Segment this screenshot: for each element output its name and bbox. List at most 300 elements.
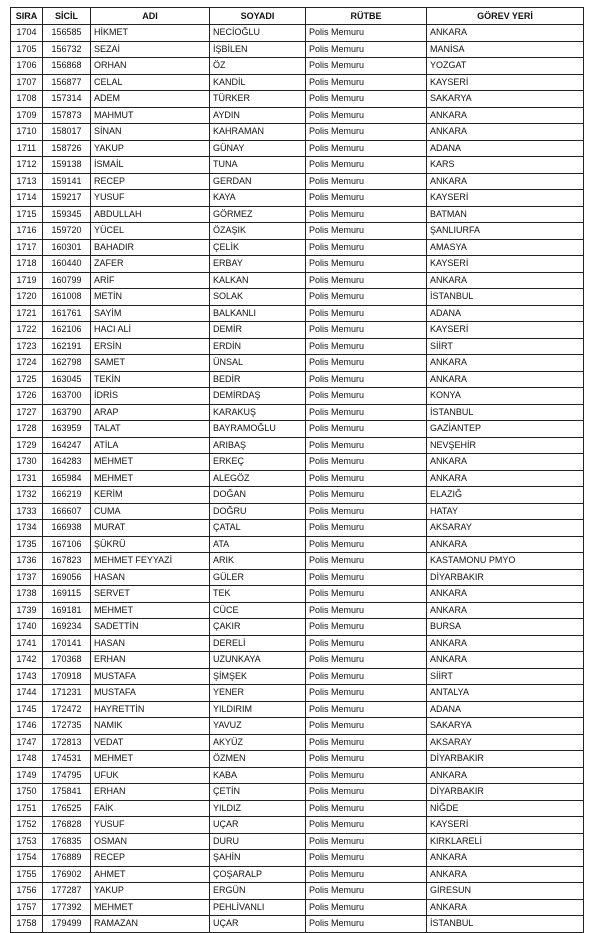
cell-sicil: 170141: [43, 635, 91, 652]
cell-sira: 1735: [11, 536, 43, 553]
cell-rutbe: Polis Memuru: [306, 305, 427, 322]
cell-gorev-yeri: AMASYA: [427, 239, 584, 256]
cell-sicil: 162106: [43, 322, 91, 339]
cell-sira: 1714: [11, 190, 43, 207]
cell-sicil: 176828: [43, 817, 91, 834]
cell-sicil: 162798: [43, 355, 91, 372]
cell-sicil: 169181: [43, 602, 91, 619]
cell-sira: 1741: [11, 635, 43, 652]
cell-gorev-yeri: BURSA: [427, 619, 584, 636]
cell-sira: 1719: [11, 272, 43, 289]
cell-sicil: 161761: [43, 305, 91, 322]
cell-rutbe: Polis Memuru: [306, 206, 427, 223]
cell-adi: VEDAT: [91, 734, 210, 751]
cell-sira: 1725: [11, 371, 43, 388]
cell-soyadi: ÇAKIR: [210, 619, 306, 636]
cell-sira: 1713: [11, 173, 43, 190]
table-row: [11, 289, 584, 306]
table-row: [11, 355, 584, 372]
cell-soyadi: BAYRAMOĞLU: [210, 421, 306, 438]
cell-sicil: 160301: [43, 239, 91, 256]
cell-adi: ARİF: [91, 272, 210, 289]
table-row: [11, 800, 584, 817]
cell-rutbe: Polis Memuru: [306, 404, 427, 421]
cell-soyadi: ÖZMEN: [210, 751, 306, 768]
cell-rutbe: Polis Memuru: [306, 503, 427, 520]
cell-rutbe: Polis Memuru: [306, 355, 427, 372]
cell-sira: 1716: [11, 223, 43, 240]
cell-soyadi: DEMİRDAŞ: [210, 388, 306, 405]
cell-sicil: 157873: [43, 107, 91, 124]
cell-rutbe: Polis Memuru: [306, 718, 427, 735]
header-gorev-yeri: GÖREV YERİ: [427, 8, 584, 25]
cell-sicil: 167823: [43, 553, 91, 570]
cell-sira: 1744: [11, 685, 43, 702]
cell-soyadi: UÇAR: [210, 916, 306, 933]
cell-adi: ORHAN: [91, 58, 210, 75]
table-row: [11, 437, 584, 454]
cell-gorev-yeri: AKSARAY: [427, 520, 584, 537]
table-row: [11, 487, 584, 504]
cell-rutbe: Polis Memuru: [306, 239, 427, 256]
table-row: [11, 553, 584, 570]
cell-sicil: 174531: [43, 751, 91, 768]
cell-adi: RECEP: [91, 173, 210, 190]
cell-adi: HİKMET: [91, 25, 210, 42]
cell-adi: MEHMET: [91, 454, 210, 471]
cell-soyadi: SOLAK: [210, 289, 306, 306]
cell-sira: 1704: [11, 25, 43, 42]
cell-gorev-yeri: KAYSERİ: [427, 322, 584, 339]
cell-sira: 1733: [11, 503, 43, 520]
cell-gorev-yeri: BATMAN: [427, 206, 584, 223]
cell-rutbe: Polis Memuru: [306, 685, 427, 702]
cell-soyadi: ÇATAL: [210, 520, 306, 537]
cell-soyadi: TÜRKER: [210, 91, 306, 108]
cell-gorev-yeri: NEVŞEHİR: [427, 437, 584, 454]
cell-sicil: 172735: [43, 718, 91, 735]
cell-soyadi: KABA: [210, 767, 306, 784]
table-row: [11, 586, 584, 603]
cell-gorev-yeri: KASTAMONU PMYO: [427, 553, 584, 570]
cell-sira: 1754: [11, 850, 43, 867]
cell-soyadi: TEK: [210, 586, 306, 603]
cell-soyadi: CÜCE: [210, 602, 306, 619]
cell-sicil: 176525: [43, 800, 91, 817]
table-row: [11, 404, 584, 421]
cell-gorev-yeri: İSTANBUL: [427, 916, 584, 933]
table-row: [11, 701, 584, 718]
cell-rutbe: Polis Memuru: [306, 454, 427, 471]
cell-adi: CELAL: [91, 74, 210, 91]
personnel-table: [10, 7, 584, 933]
cell-rutbe: Polis Memuru: [306, 25, 427, 42]
cell-adi: HACI ALİ: [91, 322, 210, 339]
cell-adi: MUSTAFA: [91, 685, 210, 702]
cell-soyadi: UZUNKAYA: [210, 652, 306, 669]
table-row: [11, 883, 584, 900]
table-row: [11, 388, 584, 405]
table-row: [11, 272, 584, 289]
cell-sira: 1722: [11, 322, 43, 339]
table-row: [11, 124, 584, 141]
cell-sira: 1726: [11, 388, 43, 405]
cell-gorev-yeri: ANKARA: [427, 371, 584, 388]
cell-sicil: 169234: [43, 619, 91, 636]
cell-soyadi: YAVUZ: [210, 718, 306, 735]
cell-gorev-yeri: ANKARA: [427, 124, 584, 141]
cell-sicil: 159141: [43, 173, 91, 190]
cell-adi: SERVET: [91, 586, 210, 603]
cell-soyadi: ERBAY: [210, 256, 306, 273]
cell-sicil: 158726: [43, 140, 91, 157]
table-row: [11, 470, 584, 487]
table-row: [11, 652, 584, 669]
cell-sira: 1717: [11, 239, 43, 256]
header-sicil: SİCİL: [43, 8, 91, 25]
cell-soyadi: ERKEÇ: [210, 454, 306, 471]
cell-soyadi: KANDİL: [210, 74, 306, 91]
cell-sira: 1724: [11, 355, 43, 372]
cell-rutbe: Polis Memuru: [306, 701, 427, 718]
cell-gorev-yeri: KAYSERİ: [427, 817, 584, 834]
cell-rutbe: Polis Memuru: [306, 58, 427, 75]
cell-sira: 1748: [11, 751, 43, 768]
cell-gorev-yeri: KONYA: [427, 388, 584, 405]
table-row: [11, 536, 584, 553]
cell-rutbe: Polis Memuru: [306, 866, 427, 883]
cell-rutbe: Polis Memuru: [306, 800, 427, 817]
cell-rutbe: Polis Memuru: [306, 371, 427, 388]
cell-gorev-yeri: ANKARA: [427, 866, 584, 883]
cell-gorev-yeri: HATAY: [427, 503, 584, 520]
cell-soyadi: ÇELİK: [210, 239, 306, 256]
cell-rutbe: Polis Memuru: [306, 272, 427, 289]
cell-soyadi: ÖZ: [210, 58, 306, 75]
cell-soyadi: ŞAHİN: [210, 850, 306, 867]
cell-gorev-yeri: ANKARA: [427, 173, 584, 190]
cell-adi: MEHMET: [91, 602, 210, 619]
cell-rutbe: Polis Memuru: [306, 421, 427, 438]
cell-sira: 1749: [11, 767, 43, 784]
cell-rutbe: Polis Memuru: [306, 190, 427, 207]
cell-sira: 1755: [11, 866, 43, 883]
cell-gorev-yeri: NİĞDE: [427, 800, 584, 817]
cell-adi: ADEM: [91, 91, 210, 108]
cell-sicil: 162191: [43, 338, 91, 355]
cell-sira: 1711: [11, 140, 43, 157]
cell-sira: 1721: [11, 305, 43, 322]
table-row: [11, 520, 584, 537]
cell-soyadi: GÜNAY: [210, 140, 306, 157]
table-row: [11, 41, 584, 58]
cell-rutbe: Polis Memuru: [306, 635, 427, 652]
table-row: [11, 718, 584, 735]
table-row: [11, 173, 584, 190]
document-sheet: [10, 7, 584, 933]
cell-gorev-yeri: ADANA: [427, 701, 584, 718]
cell-adi: TEKİN: [91, 371, 210, 388]
cell-gorev-yeri: ANKARA: [427, 899, 584, 916]
cell-gorev-yeri: ANKARA: [427, 454, 584, 471]
cell-adi: CUMA: [91, 503, 210, 520]
cell-soyadi: BEDİR: [210, 371, 306, 388]
cell-sira: 1758: [11, 916, 43, 933]
cell-adi: SAMET: [91, 355, 210, 372]
cell-sira: 1723: [11, 338, 43, 355]
cell-adi: YUSUF: [91, 817, 210, 834]
cell-sira: 1727: [11, 404, 43, 421]
cell-adi: SAYİM: [91, 305, 210, 322]
cell-adi: MEHMET: [91, 470, 210, 487]
table-row: [11, 223, 584, 240]
cell-adi: MEHMET: [91, 899, 210, 916]
cell-sicil: 172813: [43, 734, 91, 751]
cell-sicil: 177287: [43, 883, 91, 900]
cell-sicil: 164283: [43, 454, 91, 471]
cell-adi: KERİM: [91, 487, 210, 504]
table-row: [11, 338, 584, 355]
cell-sicil: 171231: [43, 685, 91, 702]
table-row: [11, 685, 584, 702]
cell-soyadi: DOĞAN: [210, 487, 306, 504]
cell-adi: ERHAN: [91, 652, 210, 669]
cell-sira: 1753: [11, 833, 43, 850]
cell-rutbe: Polis Memuru: [306, 107, 427, 124]
table-row: [11, 305, 584, 322]
cell-sira: 1709: [11, 107, 43, 124]
cell-soyadi: UÇAR: [210, 817, 306, 834]
table-row: [11, 239, 584, 256]
cell-gorev-yeri: ANKARA: [427, 355, 584, 372]
table-row: [11, 371, 584, 388]
cell-sira: 1756: [11, 883, 43, 900]
cell-sicil: 172472: [43, 701, 91, 718]
table-row: [11, 784, 584, 801]
cell-rutbe: Polis Memuru: [306, 338, 427, 355]
cell-gorev-yeri: ANKARA: [427, 586, 584, 603]
cell-rutbe: Polis Memuru: [306, 602, 427, 619]
cell-adi: MAHMUT: [91, 107, 210, 124]
cell-sira: 1734: [11, 520, 43, 537]
cell-sicil: 161008: [43, 289, 91, 306]
cell-sicil: 170918: [43, 668, 91, 685]
cell-gorev-yeri: ANKARA: [427, 767, 584, 784]
cell-sira: 1747: [11, 734, 43, 751]
cell-sira: 1738: [11, 586, 43, 603]
cell-adi: ZAFER: [91, 256, 210, 273]
cell-soyadi: ÇOŞARALP: [210, 866, 306, 883]
table-row: [11, 817, 584, 834]
cell-sira: 1707: [11, 74, 43, 91]
cell-rutbe: Polis Memuru: [306, 817, 427, 834]
cell-sira: 1731: [11, 470, 43, 487]
cell-sicil: 159217: [43, 190, 91, 207]
cell-sicil: 157314: [43, 91, 91, 108]
cell-gorev-yeri: KAYSERİ: [427, 74, 584, 91]
cell-soyadi: AYDIN: [210, 107, 306, 124]
cell-soyadi: ARIBAŞ: [210, 437, 306, 454]
table-row: [11, 91, 584, 108]
cell-soyadi: AKYÜZ: [210, 734, 306, 751]
table-row: [11, 421, 584, 438]
table-row: [11, 157, 584, 174]
cell-adi: ŞÜKRÜ: [91, 536, 210, 553]
cell-gorev-yeri: KAYSERİ: [427, 190, 584, 207]
table-row: [11, 767, 584, 784]
cell-sicil: 179499: [43, 916, 91, 933]
cell-rutbe: Polis Memuru: [306, 536, 427, 553]
cell-soyadi: DEMİR: [210, 322, 306, 339]
cell-sira: 1742: [11, 652, 43, 669]
cell-gorev-yeri: ADANA: [427, 140, 584, 157]
cell-adi: TALAT: [91, 421, 210, 438]
cell-rutbe: Polis Memuru: [306, 140, 427, 157]
cell-adi: SADETTİN: [91, 619, 210, 636]
cell-sicil: 164247: [43, 437, 91, 454]
cell-gorev-yeri: DİYARBAKIR: [427, 751, 584, 768]
cell-sira: 1728: [11, 421, 43, 438]
cell-adi: YAKUP: [91, 883, 210, 900]
table-body: [11, 25, 584, 933]
cell-sira: 1752: [11, 817, 43, 834]
cell-adi: HAYRETTİN: [91, 701, 210, 718]
cell-gorev-yeri: ANKARA: [427, 652, 584, 669]
cell-gorev-yeri: ANKARA: [427, 536, 584, 553]
cell-gorev-yeri: MANİSA: [427, 41, 584, 58]
cell-gorev-yeri: SİİRT: [427, 668, 584, 685]
cell-adi: SEZAİ: [91, 41, 210, 58]
cell-sicil: 163700: [43, 388, 91, 405]
cell-sicil: 174795: [43, 767, 91, 784]
cell-rutbe: Polis Memuru: [306, 569, 427, 586]
cell-rutbe: Polis Memuru: [306, 256, 427, 273]
cell-sicil: 176835: [43, 833, 91, 850]
cell-rutbe: Polis Memuru: [306, 553, 427, 570]
table-row: [11, 635, 584, 652]
cell-rutbe: Polis Memuru: [306, 487, 427, 504]
cell-sira: 1712: [11, 157, 43, 174]
cell-soyadi: YILDIRIM: [210, 701, 306, 718]
cell-soyadi: DURU: [210, 833, 306, 850]
cell-gorev-yeri: YOZGAT: [427, 58, 584, 75]
cell-sicil: 177392: [43, 899, 91, 916]
cell-soyadi: ARIK: [210, 553, 306, 570]
cell-sicil: 175841: [43, 784, 91, 801]
cell-adi: SİNAN: [91, 124, 210, 141]
cell-rutbe: Polis Memuru: [306, 833, 427, 850]
cell-soyadi: DOĞRU: [210, 503, 306, 520]
cell-soyadi: PEHLİVANLI: [210, 899, 306, 916]
cell-soyadi: ERGÜN: [210, 883, 306, 900]
cell-soyadi: YENER: [210, 685, 306, 702]
cell-sira: 1736: [11, 553, 43, 570]
cell-soyadi: DERELİ: [210, 635, 306, 652]
cell-sicil: 159138: [43, 157, 91, 174]
cell-rutbe: Polis Memuru: [306, 883, 427, 900]
cell-soyadi: NECİOĞLU: [210, 25, 306, 42]
cell-rutbe: Polis Memuru: [306, 41, 427, 58]
cell-adi: BAHADIR: [91, 239, 210, 256]
table-row: [11, 916, 584, 933]
cell-gorev-yeri: SİİRT: [427, 338, 584, 355]
cell-soyadi: GÖRMEZ: [210, 206, 306, 223]
cell-soyadi: İŞBİLEN: [210, 41, 306, 58]
cell-rutbe: Polis Memuru: [306, 173, 427, 190]
cell-sira: 1745: [11, 701, 43, 718]
cell-sicil: 160440: [43, 256, 91, 273]
cell-soyadi: TUNA: [210, 157, 306, 174]
cell-rutbe: Polis Memuru: [306, 751, 427, 768]
cell-soyadi: KARAKUŞ: [210, 404, 306, 421]
table-row: [11, 602, 584, 619]
cell-sicil: 169056: [43, 569, 91, 586]
cell-rutbe: Polis Memuru: [306, 157, 427, 174]
cell-sira: 1750: [11, 784, 43, 801]
cell-sira: 1730: [11, 454, 43, 471]
cell-adi: NAMIK: [91, 718, 210, 735]
cell-sicil: 176902: [43, 866, 91, 883]
cell-gorev-yeri: SAKARYA: [427, 91, 584, 108]
cell-sicil: 165984: [43, 470, 91, 487]
cell-rutbe: Polis Memuru: [306, 124, 427, 141]
cell-rutbe: Polis Memuru: [306, 470, 427, 487]
cell-soyadi: KAYA: [210, 190, 306, 207]
cell-gorev-yeri: ANKARA: [427, 635, 584, 652]
cell-gorev-yeri: ANKARA: [427, 107, 584, 124]
cell-adi: RECEP: [91, 850, 210, 867]
cell-adi: YUSUF: [91, 190, 210, 207]
cell-adi: MURAT: [91, 520, 210, 537]
cell-sira: 1718: [11, 256, 43, 273]
cell-rutbe: Polis Memuru: [306, 437, 427, 454]
cell-adi: UFUK: [91, 767, 210, 784]
cell-sicil: 158017: [43, 124, 91, 141]
cell-adi: ERSİN: [91, 338, 210, 355]
cell-gorev-yeri: ELAZIĞ: [427, 487, 584, 504]
cell-rutbe: Polis Memuru: [306, 586, 427, 603]
cell-sira: 1746: [11, 718, 43, 735]
cell-soyadi: ŞİMŞEK: [210, 668, 306, 685]
cell-rutbe: Polis Memuru: [306, 74, 427, 91]
cell-sira: 1729: [11, 437, 43, 454]
cell-soyadi: GÜLER: [210, 569, 306, 586]
table-row: [11, 850, 584, 867]
cell-rutbe: Polis Memuru: [306, 91, 427, 108]
cell-adi: ARAP: [91, 404, 210, 421]
cell-gorev-yeri: AKSARAY: [427, 734, 584, 751]
cell-sira: 1720: [11, 289, 43, 306]
table-header-row: [11, 8, 584, 25]
cell-gorev-yeri: İSTANBUL: [427, 289, 584, 306]
cell-sicil: 170368: [43, 652, 91, 669]
table-row: [11, 899, 584, 916]
cell-rutbe: Polis Memuru: [306, 784, 427, 801]
cell-sicil: 176889: [43, 850, 91, 867]
cell-sira: 1715: [11, 206, 43, 223]
cell-rutbe: Polis Memuru: [306, 668, 427, 685]
cell-sicil: 163790: [43, 404, 91, 421]
table-row: [11, 751, 584, 768]
cell-rutbe: Polis Memuru: [306, 619, 427, 636]
cell-gorev-yeri: ANKARA: [427, 25, 584, 42]
cell-soyadi: ERDİN: [210, 338, 306, 355]
cell-soyadi: ÇETİN: [210, 784, 306, 801]
cell-rutbe: Polis Memuru: [306, 899, 427, 916]
cell-adi: FAİK: [91, 800, 210, 817]
cell-gorev-yeri: KIRKLARELİ: [427, 833, 584, 850]
cell-gorev-yeri: DİYARBAKIR: [427, 569, 584, 586]
